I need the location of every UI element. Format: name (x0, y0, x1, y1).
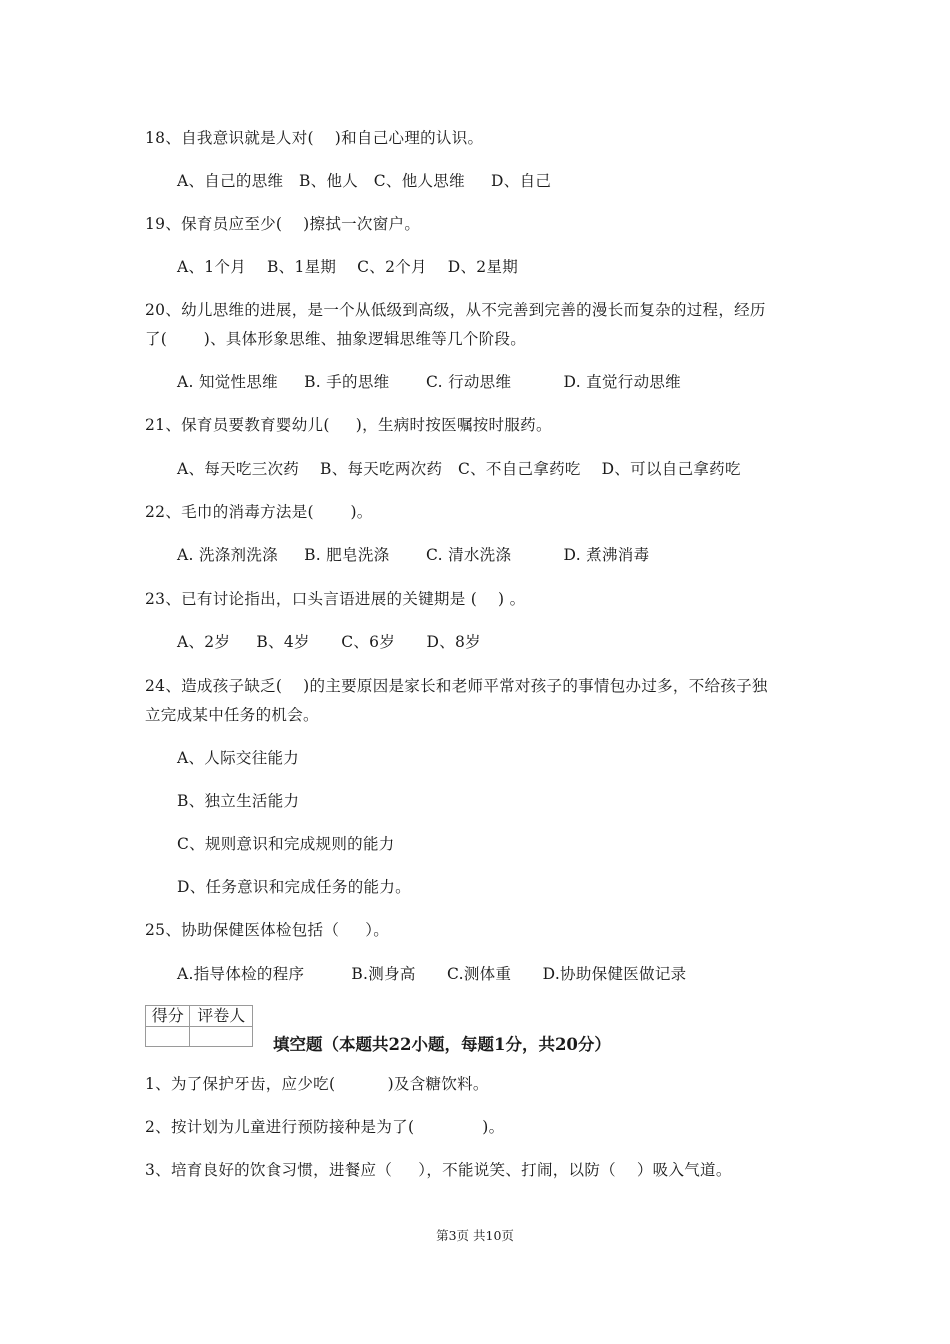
question-25-stem: 25、协助保健医体检包括（ ）。 (145, 921, 390, 939)
page-footer: 第3页 共10页 (436, 1228, 514, 1243)
question-24-option-a: A、人际交往能力 (177, 749, 300, 767)
question-20-stem-line1: 20、幼儿思维的进展，是一个从低级到高级，从不完善到完善的漫长而复杂的过程，经历 (145, 301, 766, 319)
question-18-options: A、自己的思维 B、他人 C、他人思维 D、自己 (177, 172, 552, 190)
score-label: 得分 (146, 1006, 190, 1027)
question-20-options: A. 知觉性思维 B. 手的思维 C. 行动思维 D. 直觉行动思维 (177, 373, 681, 391)
question-22-options: A. 洗涤剂洗涤 B. 肥皂洗涤 C. 清水洗涤 D. 煮沸消毒 (177, 546, 650, 564)
question-24-option-d: D、任务意识和完成任务的能力。 (177, 878, 411, 896)
question-20-stem-line2: 了( )、具体形象思维、抽象逻辑思维等几个阶段。 (145, 330, 527, 348)
grader-cell (190, 1026, 253, 1047)
question-23-options: A、2岁 B、4岁 C、6岁 D、8岁 (177, 633, 481, 651)
question-23-stem: 23、已有讨论指出，口头言语进展的关键期是 ( ) 。 (145, 590, 526, 608)
section-title: 填空题（本题共22小题，每题1分，共20分） (273, 1035, 611, 1054)
score-box (145, 1005, 253, 1047)
fill-blank-1: 1、为了保护牙齿，应少吃( )及含糖饮料。 (145, 1075, 489, 1093)
fill-blank-2: 2、按计划为儿童进行预防接种是为了( )。 (145, 1118, 505, 1136)
question-18-stem: 18、自我意识就是人对( )和自己心理的认识。 (145, 129, 484, 147)
fill-blank-3: 3、培育良好的饮食习惯，进餐应（ ），不能说笑、打闹，以防（ ）吸入气道。 (145, 1161, 732, 1179)
question-22-stem: 22、毛巾的消毒方法是( )。 (145, 503, 373, 521)
question-24-option-c: C、规则意识和完成规则的能力 (177, 835, 395, 853)
question-19-stem: 19、保育员应至少( )擦拭一次窗户。 (145, 215, 421, 233)
question-24-stem-line1: 24、造成孩子缺乏( )的主要原因是家长和老师平常对孩子的事情包办过多，不给孩子独 (145, 677, 768, 695)
question-25-options: A.指导体检的程序 B.测身高 C.测体重 D.协助保健医做记录 (177, 965, 687, 983)
question-24-option-b: B、独立生活能力 (177, 792, 300, 810)
question-19-options: A、1个月 B、1星期 C、2个月 D、2星期 (177, 258, 519, 276)
question-21-options: A、每天吃三次药 B、每天吃两次药 C、不自己拿药吃 D、可以自己拿药吃 (177, 460, 741, 478)
question-24-stem-line2: 立完成某中任务的机会。 (145, 706, 319, 724)
score-cell (146, 1026, 190, 1047)
grader-label: 评卷人 (190, 1006, 253, 1027)
question-21-stem: 21、保育员要教育婴幼儿( )，生病时按医嘱按时服药。 (145, 416, 552, 434)
